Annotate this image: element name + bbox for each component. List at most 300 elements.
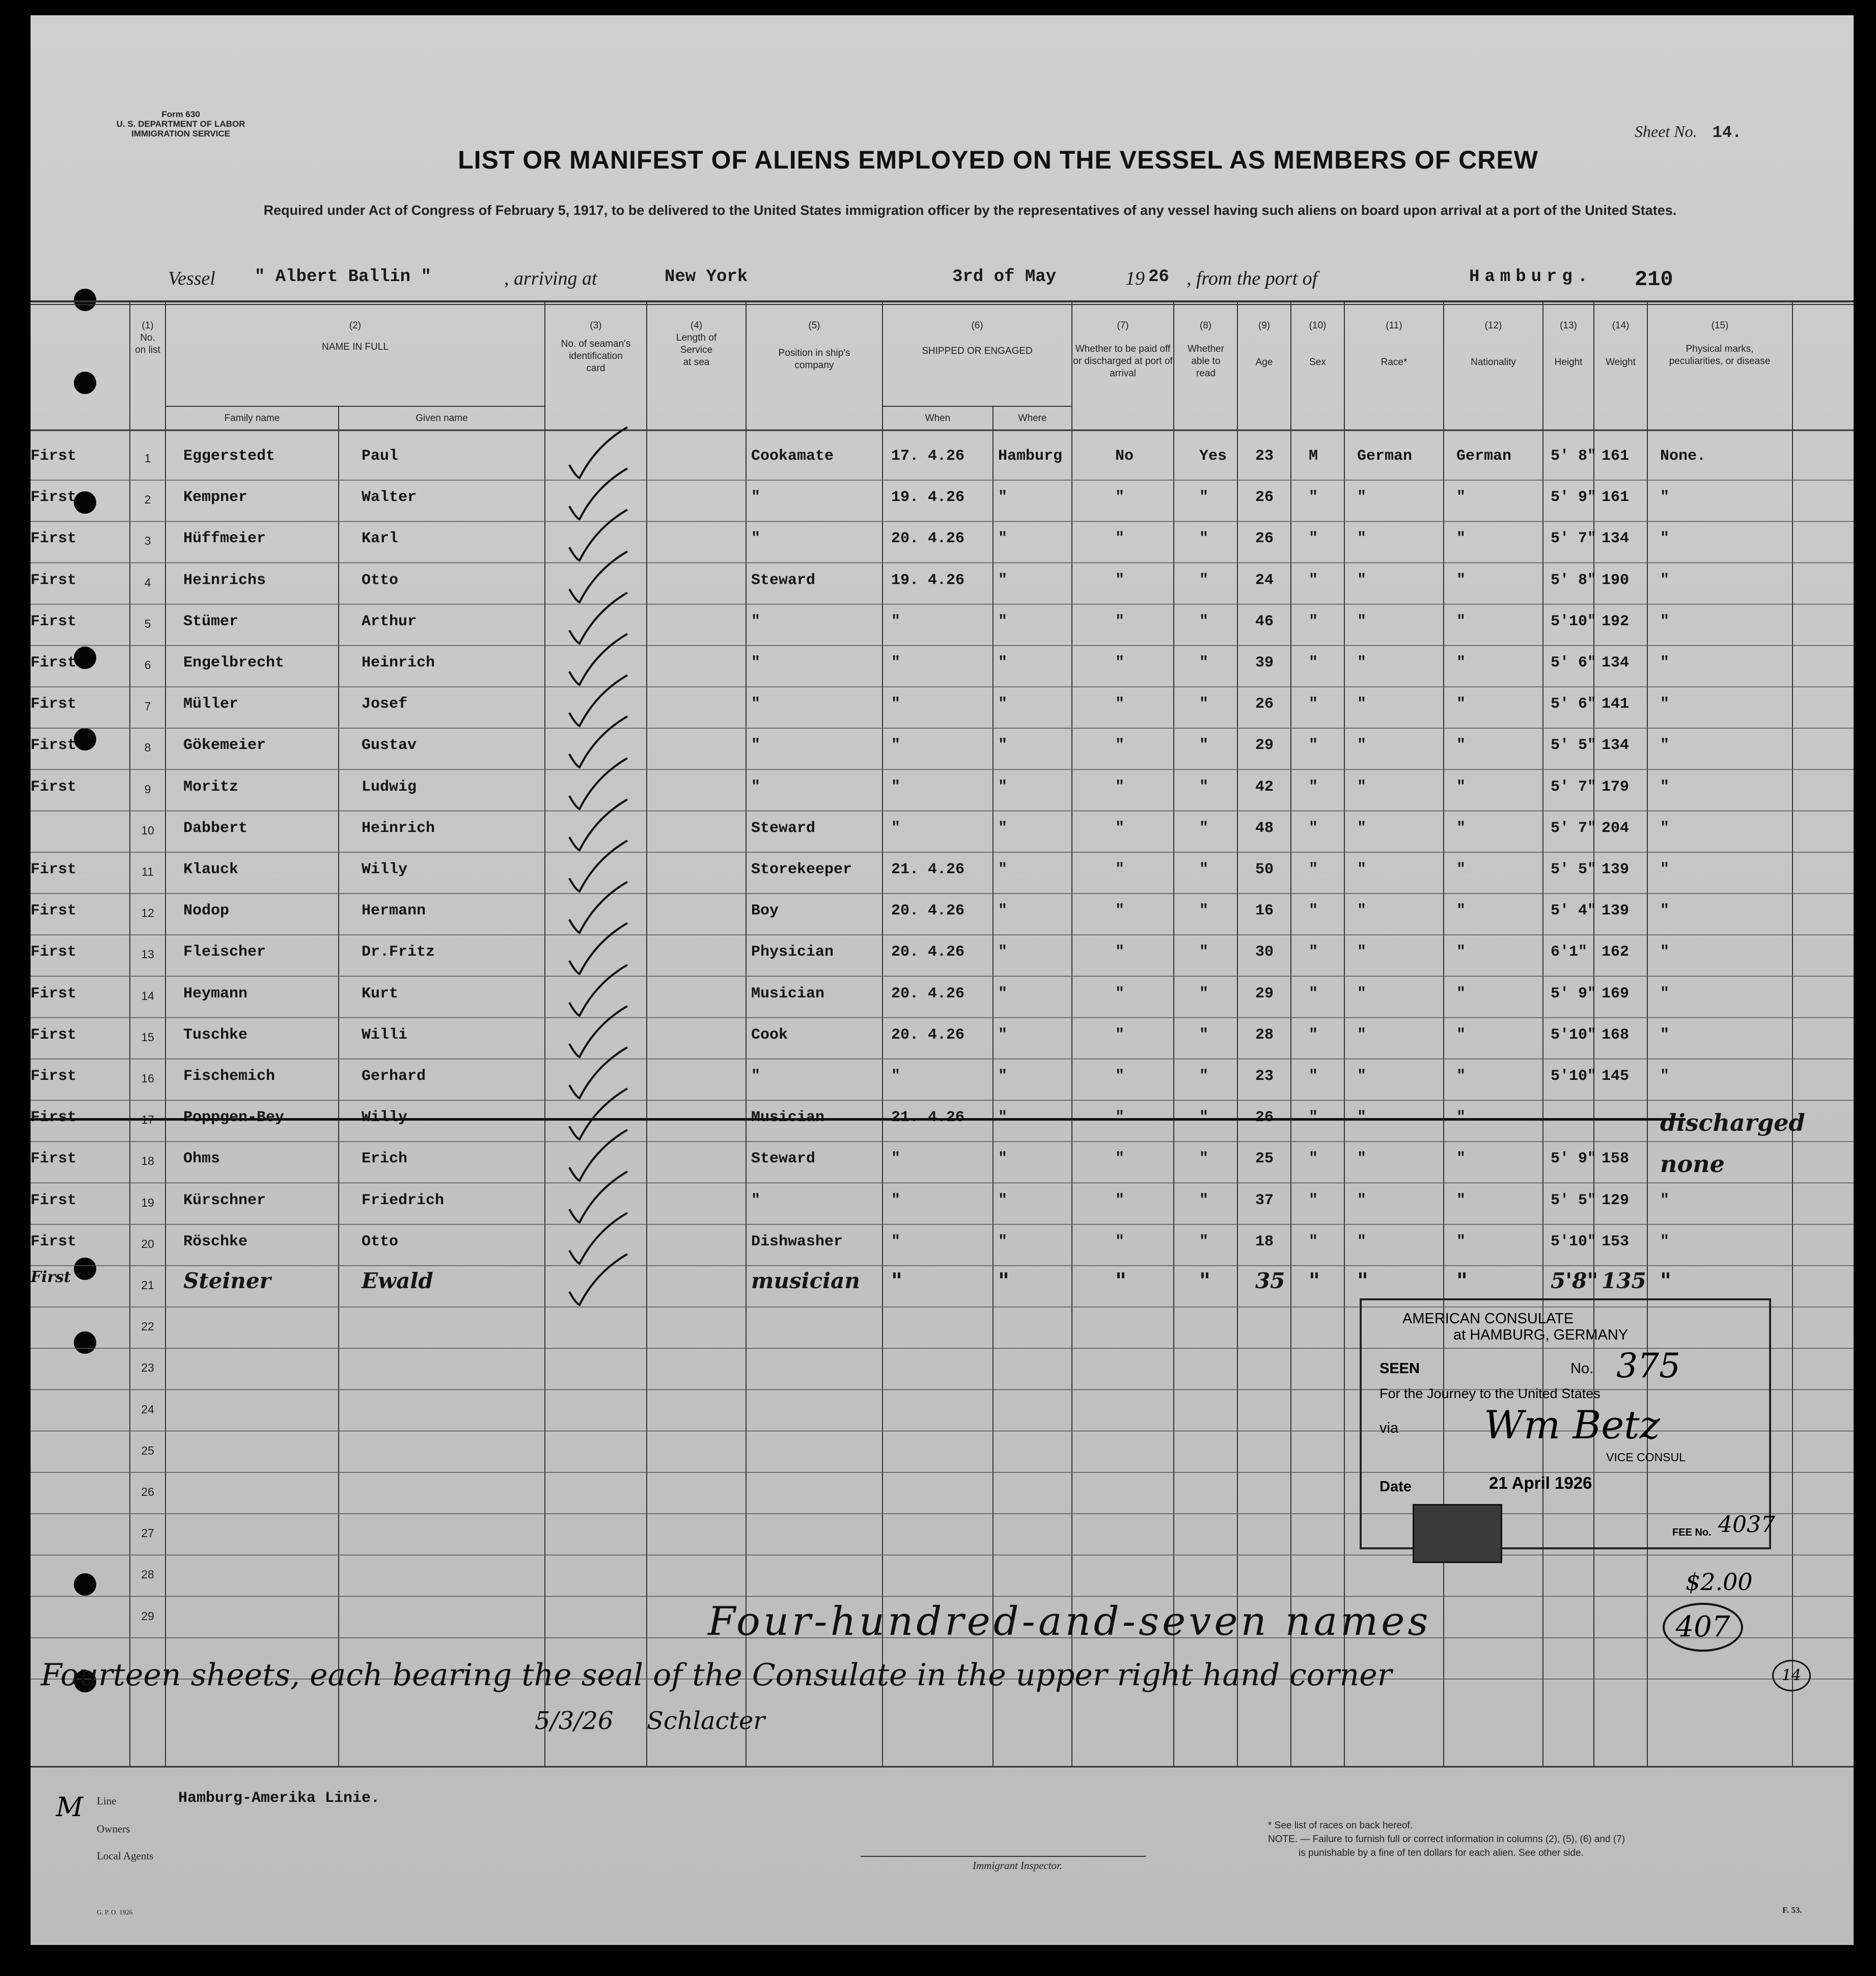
given-name: Otto <box>362 1233 399 1250</box>
family-name: Dabbert <box>183 819 248 837</box>
age: 23 <box>1255 1068 1274 1085</box>
shipped-where: " <box>998 1109 1008 1127</box>
col-2b-header: Given name <box>416 413 468 424</box>
shipped-where: " <box>998 1268 1009 1293</box>
position: " <box>751 737 761 755</box>
col-3-header <box>545 320 647 375</box>
class-label: First <box>31 1109 77 1127</box>
shipped-when: " <box>891 819 901 837</box>
able-to-read: " <box>1199 1268 1210 1293</box>
form-reference-code: F. 53. <box>1782 1905 1802 1915</box>
family-name: Eggerstedt <box>183 448 275 465</box>
position: " <box>751 1191 761 1209</box>
nationality: " <box>1456 778 1466 796</box>
col-number: (12) <box>1484 320 1502 331</box>
origin-port: Hamburg. <box>1469 267 1593 287</box>
row-number: 26 <box>141 1485 154 1498</box>
age: 23 <box>1255 448 1274 465</box>
nationality: " <box>1456 737 1466 755</box>
position: Steward <box>751 1150 816 1168</box>
stamp-line2: at HAMBURG, GERMANY <box>1453 1327 1629 1343</box>
sex: " <box>1309 819 1318 837</box>
col-number: (11) <box>1386 320 1402 331</box>
position: " <box>751 695 761 713</box>
row-number: 17 <box>141 1113 154 1127</box>
given-name: Paul <box>362 448 399 465</box>
line-value: Hamburg-Amerika Linie. <box>178 1790 380 1807</box>
family-name: Moritz <box>183 778 239 796</box>
position: " <box>751 654 761 672</box>
height: 5' 6" <box>1551 695 1597 713</box>
row-number: 8 <box>144 741 151 755</box>
col-number: (6) <box>971 320 983 331</box>
class-label: First <box>31 695 77 713</box>
shipped-when: " <box>891 1233 901 1250</box>
vessel-number: 210 <box>1635 267 1673 292</box>
paid-off: " <box>1115 943 1125 961</box>
class-label: First <box>31 1026 77 1044</box>
physical-marks: " <box>1660 530 1670 548</box>
position: " <box>751 489 761 507</box>
paid-off: " <box>1115 1191 1125 1209</box>
shipped-when: " <box>891 613 901 630</box>
race: " <box>1357 489 1367 507</box>
physical-marks: " <box>1660 613 1670 630</box>
arrival-date: 3rd of May <box>952 267 1057 287</box>
col-label: Whether able to read <box>1188 344 1224 379</box>
note-fine-1: NOTE. — Failure to furnish full or correct information in columns (2), (5), (6) and (7) <box>1268 1834 1625 1845</box>
sex: " <box>1309 1233 1318 1250</box>
sex: " <box>1309 1026 1318 1044</box>
family-name: Heinrichs <box>183 571 266 589</box>
paid-off: " <box>1115 902 1125 920</box>
able-to-read: " <box>1199 943 1209 961</box>
position: Storekeeper <box>751 861 852 878</box>
height: 5' 8" <box>1551 571 1597 589</box>
row-number: 18 <box>141 1154 154 1168</box>
shipped-when: 20. 4.26 <box>891 943 965 961</box>
able-to-read: " <box>1199 1233 1209 1250</box>
height: 5'10" <box>1551 1068 1597 1085</box>
age: 39 <box>1255 654 1274 672</box>
physical-marks: " <box>1660 654 1670 672</box>
fee-stamp-image <box>1413 1504 1502 1563</box>
shipped-when: 20. 4.26 <box>891 985 965 1003</box>
shipped-where: " <box>998 985 1008 1003</box>
given-name: Karl <box>362 530 399 548</box>
sheet-value: 14. <box>1712 123 1742 142</box>
nationality: " <box>1456 489 1466 507</box>
physical-marks: " <box>1660 902 1670 920</box>
col-4-header <box>647 320 746 369</box>
able-to-read: " <box>1199 985 1209 1003</box>
row-number: 7 <box>144 700 151 713</box>
able-to-read: " <box>1199 695 1209 713</box>
position: " <box>751 530 761 548</box>
weight: 129 <box>1602 1191 1630 1209</box>
physical-marks: discharged <box>1660 1109 1805 1137</box>
race: " <box>1357 1068 1367 1085</box>
col-1-header <box>130 320 165 356</box>
row-number: 23 <box>141 1361 154 1375</box>
shipped-when: 20. 4.26 <box>891 1026 965 1044</box>
height: 5' 5" <box>1551 737 1597 755</box>
sex: " <box>1309 1191 1318 1209</box>
family-name: Gökemeier <box>183 737 266 755</box>
able-to-read: " <box>1199 1191 1209 1209</box>
nationality: " <box>1456 613 1466 630</box>
shipped-where: " <box>998 613 1008 630</box>
shipped-when: 19. 4.26 <box>891 489 965 507</box>
weight: 134 <box>1602 737 1630 755</box>
nationality: " <box>1456 1150 1466 1168</box>
shipped-when: 21. 4.26 <box>891 861 965 878</box>
race: " <box>1357 1109 1367 1127</box>
race: " <box>1357 530 1367 548</box>
race: " <box>1357 613 1367 630</box>
given-name: Walter <box>362 489 417 507</box>
position: Cook <box>751 1026 788 1044</box>
owners-label: Owners <box>97 1823 130 1835</box>
able-to-read: " <box>1199 1026 1209 1044</box>
shipped-when: 17. 4.26 <box>891 448 965 465</box>
weight: 135 <box>1602 1268 1646 1293</box>
stamp-fee-label: FEE No. <box>1672 1527 1712 1538</box>
row-number: 22 <box>141 1320 154 1333</box>
weight: 204 <box>1602 819 1630 837</box>
shipped-where: " <box>998 902 1008 920</box>
row-number: 2 <box>144 493 151 507</box>
weight: 134 <box>1602 530 1630 548</box>
paid-off: " <box>1115 530 1125 548</box>
row-number: 13 <box>141 948 154 961</box>
shipped-when: " <box>891 1068 901 1085</box>
physical-marks: " <box>1660 1233 1670 1250</box>
given-name: Dr.Fritz <box>362 943 435 961</box>
col-5-header <box>746 320 882 372</box>
weight: 145 <box>1602 1068 1630 1085</box>
row-number: 20 <box>141 1237 154 1250</box>
race: " <box>1357 695 1367 713</box>
shipped-when: " <box>891 1150 901 1168</box>
age: 42 <box>1255 778 1274 796</box>
age: 29 <box>1255 737 1274 755</box>
shipped-when: " <box>891 1191 901 1209</box>
col-number: (9) <box>1258 320 1271 331</box>
physical-marks: " <box>1660 1068 1670 1085</box>
row-number: 1 <box>144 452 151 465</box>
sex: " <box>1309 902 1318 920</box>
row-number: 25 <box>141 1443 154 1457</box>
note-fine-2: is punishable by a fine of ten dollars for each alien. See other side. <box>1299 1848 1584 1858</box>
given-name: Hermann <box>362 902 426 920</box>
paid-off: " <box>1115 1026 1125 1044</box>
col-number: (14) <box>1612 320 1630 331</box>
nationality: " <box>1456 861 1466 878</box>
shipped-where: " <box>998 737 1008 755</box>
col-number: (8) <box>1199 320 1212 331</box>
position: Dishwasher <box>751 1233 843 1250</box>
height: 5' 7" <box>1551 530 1597 548</box>
position: " <box>751 613 761 630</box>
shipped-when: " <box>891 778 901 796</box>
race: " <box>1357 1026 1367 1044</box>
sex: " <box>1309 1150 1318 1168</box>
given-name: Gustav <box>362 737 417 755</box>
able-to-read: " <box>1199 613 1209 630</box>
shipped-when: " <box>891 695 901 713</box>
col-number: (7) <box>1117 320 1129 331</box>
col-label: SHIPPED OR ENGAGED <box>922 346 1033 356</box>
paid-off: " <box>1115 1068 1125 1085</box>
position: " <box>751 778 761 796</box>
able-to-read: " <box>1199 571 1209 589</box>
vice-consul-signature: Wm Betz <box>1484 1402 1660 1448</box>
position: Cookamate <box>751 448 834 465</box>
weight: 168 <box>1602 1026 1630 1044</box>
col-2a-header: Family name <box>224 413 280 424</box>
col-number: (4) <box>690 320 703 331</box>
col-label: No. on list <box>135 332 160 355</box>
shipped-when: 19. 4.26 <box>891 571 965 589</box>
stamp-date-value: 21 April 1926 <box>1489 1473 1592 1492</box>
row-number: 24 <box>141 1402 154 1416</box>
nationality: " <box>1456 1268 1468 1293</box>
shipped-when: " <box>891 654 901 672</box>
stamp-via: via <box>1380 1420 1399 1436</box>
height: 5' 9" <box>1551 489 1597 507</box>
age: 26 <box>1255 695 1274 713</box>
sex: " <box>1309 861 1318 878</box>
family-name: Stümer <box>183 613 239 630</box>
class-label: First <box>31 654 77 672</box>
footer-mark: M <box>56 1792 84 1823</box>
nationality: " <box>1456 1026 1466 1044</box>
nationality: " <box>1456 1191 1466 1209</box>
stamp-no-value: 375 <box>1616 1346 1680 1385</box>
race: " <box>1357 1150 1367 1168</box>
age: 50 <box>1255 861 1274 878</box>
race: " <box>1357 902 1367 920</box>
physical-marks: " <box>1660 985 1670 1003</box>
weight: 158 <box>1602 1150 1630 1168</box>
age: 29 <box>1255 985 1274 1003</box>
col-number: (3) <box>590 320 602 331</box>
row-number: 14 <box>141 989 154 1003</box>
shipped-where: " <box>998 571 1008 589</box>
shipped-where: " <box>998 778 1008 796</box>
class-label: First <box>31 737 77 755</box>
vessel-name: " Albert Ballin " <box>255 267 431 287</box>
shipped-where: Hamburg <box>998 448 1063 465</box>
sex: " <box>1309 489 1318 507</box>
nationality: " <box>1456 1233 1466 1250</box>
sex: M <box>1309 448 1318 465</box>
shipped-where: " <box>998 943 1008 961</box>
shipped-where: " <box>998 695 1008 713</box>
shipped-when: 21. 4.26 <box>891 1109 965 1127</box>
shipped-where: " <box>998 1191 1008 1209</box>
stamp-journey: For the Journey to the United States <box>1380 1386 1601 1401</box>
height: 5' 9" <box>1551 985 1597 1003</box>
height: 5' 6" <box>1551 654 1597 672</box>
race: " <box>1357 1191 1367 1209</box>
height: 5' 4" <box>1551 902 1597 920</box>
consulate-stamp <box>1360 1298 1775 1549</box>
names-number: 407 <box>1663 1603 1743 1652</box>
sheets-number: 14 <box>1772 1660 1811 1691</box>
class-label: First <box>31 448 77 465</box>
height: 5'10" <box>1551 613 1597 630</box>
paid-off: " <box>1115 819 1125 837</box>
col-2-header <box>165 320 545 353</box>
position: musician <box>751 1268 860 1293</box>
inspector-signature: Schlacter <box>647 1707 765 1735</box>
physical-marks: " <box>1660 1268 1671 1293</box>
paid-off: " <box>1115 861 1125 878</box>
col-number: (15) <box>1711 320 1729 331</box>
family-name: Fischemich <box>183 1068 275 1085</box>
col-number: (10) <box>1309 320 1327 331</box>
physical-marks: " <box>1660 1191 1670 1209</box>
sheet-label: Sheet No. <box>1635 122 1697 141</box>
weight: 179 <box>1602 778 1630 796</box>
shipped-where: " <box>998 1026 1008 1044</box>
shipped-where: " <box>998 861 1008 878</box>
row-number: 11 <box>142 865 154 878</box>
race: " <box>1357 778 1367 796</box>
paid-off: " <box>1115 778 1125 796</box>
able-to-read: " <box>1199 819 1209 837</box>
manifest-sheet <box>31 15 1854 1945</box>
nationality: " <box>1456 1068 1466 1085</box>
nationality: " <box>1456 819 1466 837</box>
stamp-date-label: Date <box>1380 1479 1412 1495</box>
year-prefix: 19 <box>1125 268 1145 289</box>
height: 5'10" <box>1551 1233 1597 1250</box>
given-name: Friedrich <box>362 1191 445 1209</box>
agents-label: Local Agents <box>97 1850 154 1862</box>
family-name: Röschke <box>183 1233 248 1250</box>
stamp-vice-consul: VICE CONSUL <box>1606 1451 1686 1464</box>
col-14-header <box>1594 320 1647 369</box>
sex: " <box>1309 1068 1318 1085</box>
col-10-header <box>1291 320 1344 369</box>
physical-marks: " <box>1660 489 1670 507</box>
col-number: (2) <box>349 320 362 331</box>
position: " <box>751 1068 761 1085</box>
physical-marks: none <box>1660 1150 1725 1178</box>
row-number: 15 <box>141 1030 154 1044</box>
class-label: First <box>31 985 77 1003</box>
family-name: Nodop <box>183 902 230 920</box>
row-number: 27 <box>141 1526 154 1540</box>
year-suffix: 26 <box>1148 267 1169 287</box>
weight: 169 <box>1602 985 1630 1003</box>
col-7-header <box>1072 320 1174 380</box>
col-label: Weight <box>1606 357 1636 368</box>
able-to-read: " <box>1199 1068 1209 1085</box>
able-to-read: " <box>1199 902 1209 920</box>
family-name: Steiner <box>183 1268 271 1293</box>
names-total: Four-hundred-and-seven names <box>708 1599 1431 1645</box>
row-number: 16 <box>141 1072 154 1085</box>
inspector-label: Immigrant Inspector. <box>973 1859 1063 1872</box>
nationality: " <box>1456 943 1466 961</box>
race: " <box>1357 861 1367 878</box>
department-name: U. S. DEPARTMENT OF LABOR <box>116 119 245 129</box>
nationality: " <box>1456 902 1466 920</box>
row-number: 29 <box>141 1609 154 1623</box>
weight: 162 <box>1602 943 1630 961</box>
sex: " <box>1309 778 1318 796</box>
height: 5' 7" <box>1551 819 1597 837</box>
race: " <box>1357 654 1367 672</box>
family-name: Heymann <box>183 985 248 1003</box>
age: 18 <box>1255 1233 1274 1250</box>
given-name: Arthur <box>362 613 417 630</box>
footer-notes <box>1268 1819 1625 1860</box>
height: 5' 5" <box>1551 1191 1597 1209</box>
height: 5'10" <box>1551 1026 1597 1044</box>
nationality: " <box>1456 530 1466 548</box>
given-name: Ludwig <box>362 778 417 796</box>
given-name: Erich <box>362 1150 408 1168</box>
paid-off: " <box>1115 1268 1126 1293</box>
inspector-sign-line <box>861 1856 1146 1857</box>
weight: 190 <box>1602 571 1630 589</box>
col-number: (13) <box>1560 320 1577 331</box>
sex: " <box>1309 530 1318 548</box>
given-name: Josef <box>362 695 408 713</box>
col-label: Position in ship's company <box>778 348 850 371</box>
nationality: " <box>1456 695 1466 713</box>
sex: " <box>1309 654 1318 672</box>
class-label: First <box>31 571 77 589</box>
col-label: Nationality <box>1471 357 1516 368</box>
weight: 192 <box>1602 613 1630 630</box>
stamp-amount: $2.00 <box>1686 1568 1753 1596</box>
subtitle: Required under Act of Congress of February 5, 1917, to be delivered to the United States immigration officer by the representatives of any vessel having such aliens on board upon arrival at a port of the United States. <box>263 203 1677 218</box>
position: Physician <box>751 943 834 961</box>
age: 16 <box>1255 902 1274 920</box>
age: 48 <box>1255 819 1274 837</box>
physical-marks: " <box>1660 819 1670 837</box>
col-6-header <box>882 320 1072 357</box>
given-name: Kurt <box>362 985 399 1003</box>
shipped-where: " <box>998 1150 1008 1168</box>
col-label: Race* <box>1381 357 1408 368</box>
shipped-where: " <box>998 1068 1008 1085</box>
arrival-port: New York <box>665 267 748 287</box>
class-label: First <box>31 902 77 920</box>
family-name: Fleischer <box>183 943 266 961</box>
nationality: " <box>1456 1109 1466 1127</box>
physical-marks: " <box>1660 943 1670 961</box>
stamp-fee-value: 4037 <box>1718 1512 1775 1538</box>
sex: " <box>1309 571 1318 589</box>
able-to-read: " <box>1199 778 1209 796</box>
form-number: Form 630 <box>161 109 200 119</box>
family-name: Klauck <box>183 861 239 878</box>
age: 26 <box>1255 530 1274 548</box>
family-name: Müller <box>183 695 239 713</box>
family-name: Engelbrecht <box>183 654 285 672</box>
col-number: (5) <box>808 320 820 331</box>
physical-marks: " <box>1660 737 1670 755</box>
physical-marks: " <box>1660 695 1670 713</box>
age: 25 <box>1255 1150 1274 1168</box>
